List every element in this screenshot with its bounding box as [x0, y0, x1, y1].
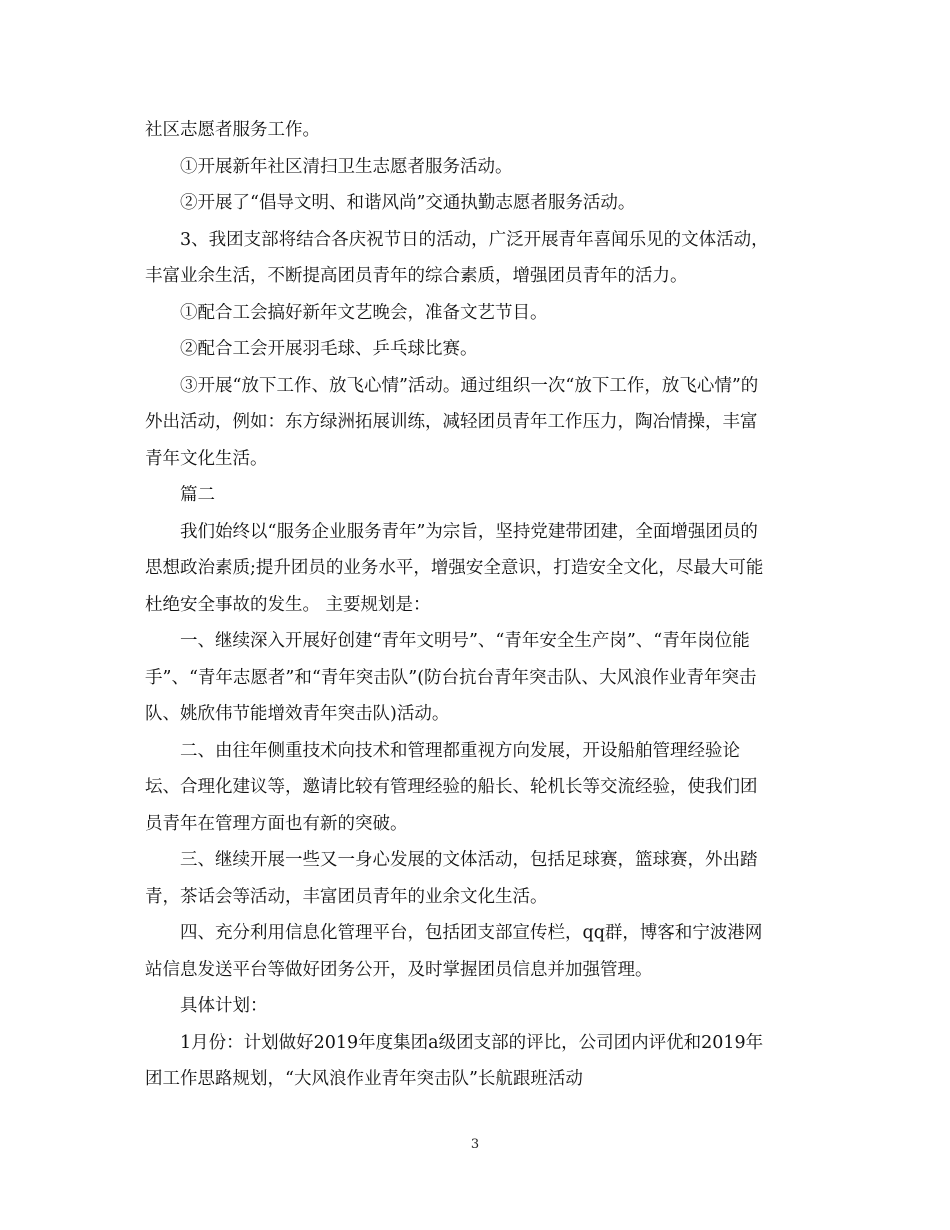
paragraph-line: 站信息发送平台等做好团务公开，及时掌握团员信息并加强管理。	[145, 959, 653, 980]
paragraph-line: 1月份：计划做好2019年度集团a级团支部的评比，公司团内评优和2019年	[180, 1032, 764, 1053]
document-body	[145, 112, 805, 1098]
paragraph-line: 三、继续开展一些又一身心发展的文体活动，包括足球赛，篮球赛，外出踏	[180, 850, 758, 870]
paragraph-line: 3、我团支部将结合各庆祝节日的活动，广泛开展青年喜闻乐见的文体活动，	[180, 229, 769, 250]
paragraph-line: 一、继续深入开展好创建“青年文明号”、“青年安全生产岗”、“青年岗位能	[180, 631, 750, 651]
paragraph-line: 我们始终以“服务企业服务青年”为宗旨，坚持党建带团建，全面增强团员的	[180, 521, 758, 542]
paragraph	[145, 915, 805, 988]
paragraph	[145, 185, 805, 222]
paragraph-line: 员青年在管理方面也有新的突破。	[145, 813, 408, 834]
paragraph	[145, 331, 805, 368]
paragraph	[145, 112, 805, 149]
paragraph-line: 坛、合理化建议等，邀请比较有管理经验的船长、轮机长等交流经验，使我们团	[145, 777, 758, 797]
paragraph-line: 二、由往年侧重技术向技术和管理都重视方向发展，开设船舶管理经验论	[180, 740, 740, 761]
paragraph	[145, 733, 805, 843]
paragraph-line: ①开展新年社区清扫卫生志愿者服务活动。	[180, 156, 513, 177]
paragraph	[145, 295, 805, 332]
paragraph	[145, 1025, 805, 1098]
paragraph-line: 四、充分利用信息化管理平台，包括团支部宣传栏，qq群，博客和宁波港网	[180, 923, 763, 943]
paragraph-line: 社区志愿者服务工作。	[145, 120, 320, 140]
paragraph-line: 思想政治素质;提升团员的业务水平，增强安全意识，打造安全文化，尽最大可能	[145, 558, 764, 578]
paragraph-line: 青，茶话会等活动，丰富团员青年的业余文化生活。	[145, 886, 548, 907]
paragraph-line: 篇二	[180, 485, 215, 505]
paragraph-line: 手”、“青年志愿者”和“青年突击队”(防台抗台青年突击队、大风浪作业青年突击	[145, 667, 757, 688]
paragraph-line: 杜绝安全事故的发生。 主要规划是：	[145, 594, 431, 615]
paragraph-line: 团工作思路规划，“大风浪作业青年突击队”长航跟班活动	[145, 1069, 583, 1089]
paragraph-line: 队、姚欣伟节能增效青年突击队)活动。	[145, 704, 450, 724]
paragraph-line: ③开展“放下工作、放飞心情”活动。通过组织一次“放下工作，放飞心情”的	[180, 375, 759, 396]
paragraph	[145, 623, 805, 733]
paragraph-line: ②配合工会开展羽毛球、乒乓球比赛。	[180, 339, 478, 359]
paragraph	[145, 477, 805, 514]
paragraph-line: 丰富业余生活，不断提高团员青年的综合素质，增强团员青年的活力。	[145, 266, 688, 286]
paragraph	[145, 149, 805, 186]
paragraph	[145, 368, 805, 478]
paragraph	[145, 842, 805, 915]
paragraph-line: ②开展了“倡导文明、和谐风尚”交通执勤志愿者服务活动。	[180, 193, 636, 213]
paragraph-line: 具体计划：	[180, 996, 268, 1016]
paragraph	[145, 222, 805, 295]
paragraph-line: 外出活动，例如：东方绿洲拓展训练，减轻团员青年工作压力，陶冶情操，丰富	[145, 412, 758, 432]
page-number: 3	[470, 1137, 480, 1152]
paragraph-line: 青年文化生活。	[145, 448, 268, 469]
paragraph	[145, 988, 805, 1025]
paragraph	[145, 514, 805, 624]
paragraph-line: ①配合工会搞好新年文艺晚会，准备文艺节目。	[180, 302, 548, 323]
